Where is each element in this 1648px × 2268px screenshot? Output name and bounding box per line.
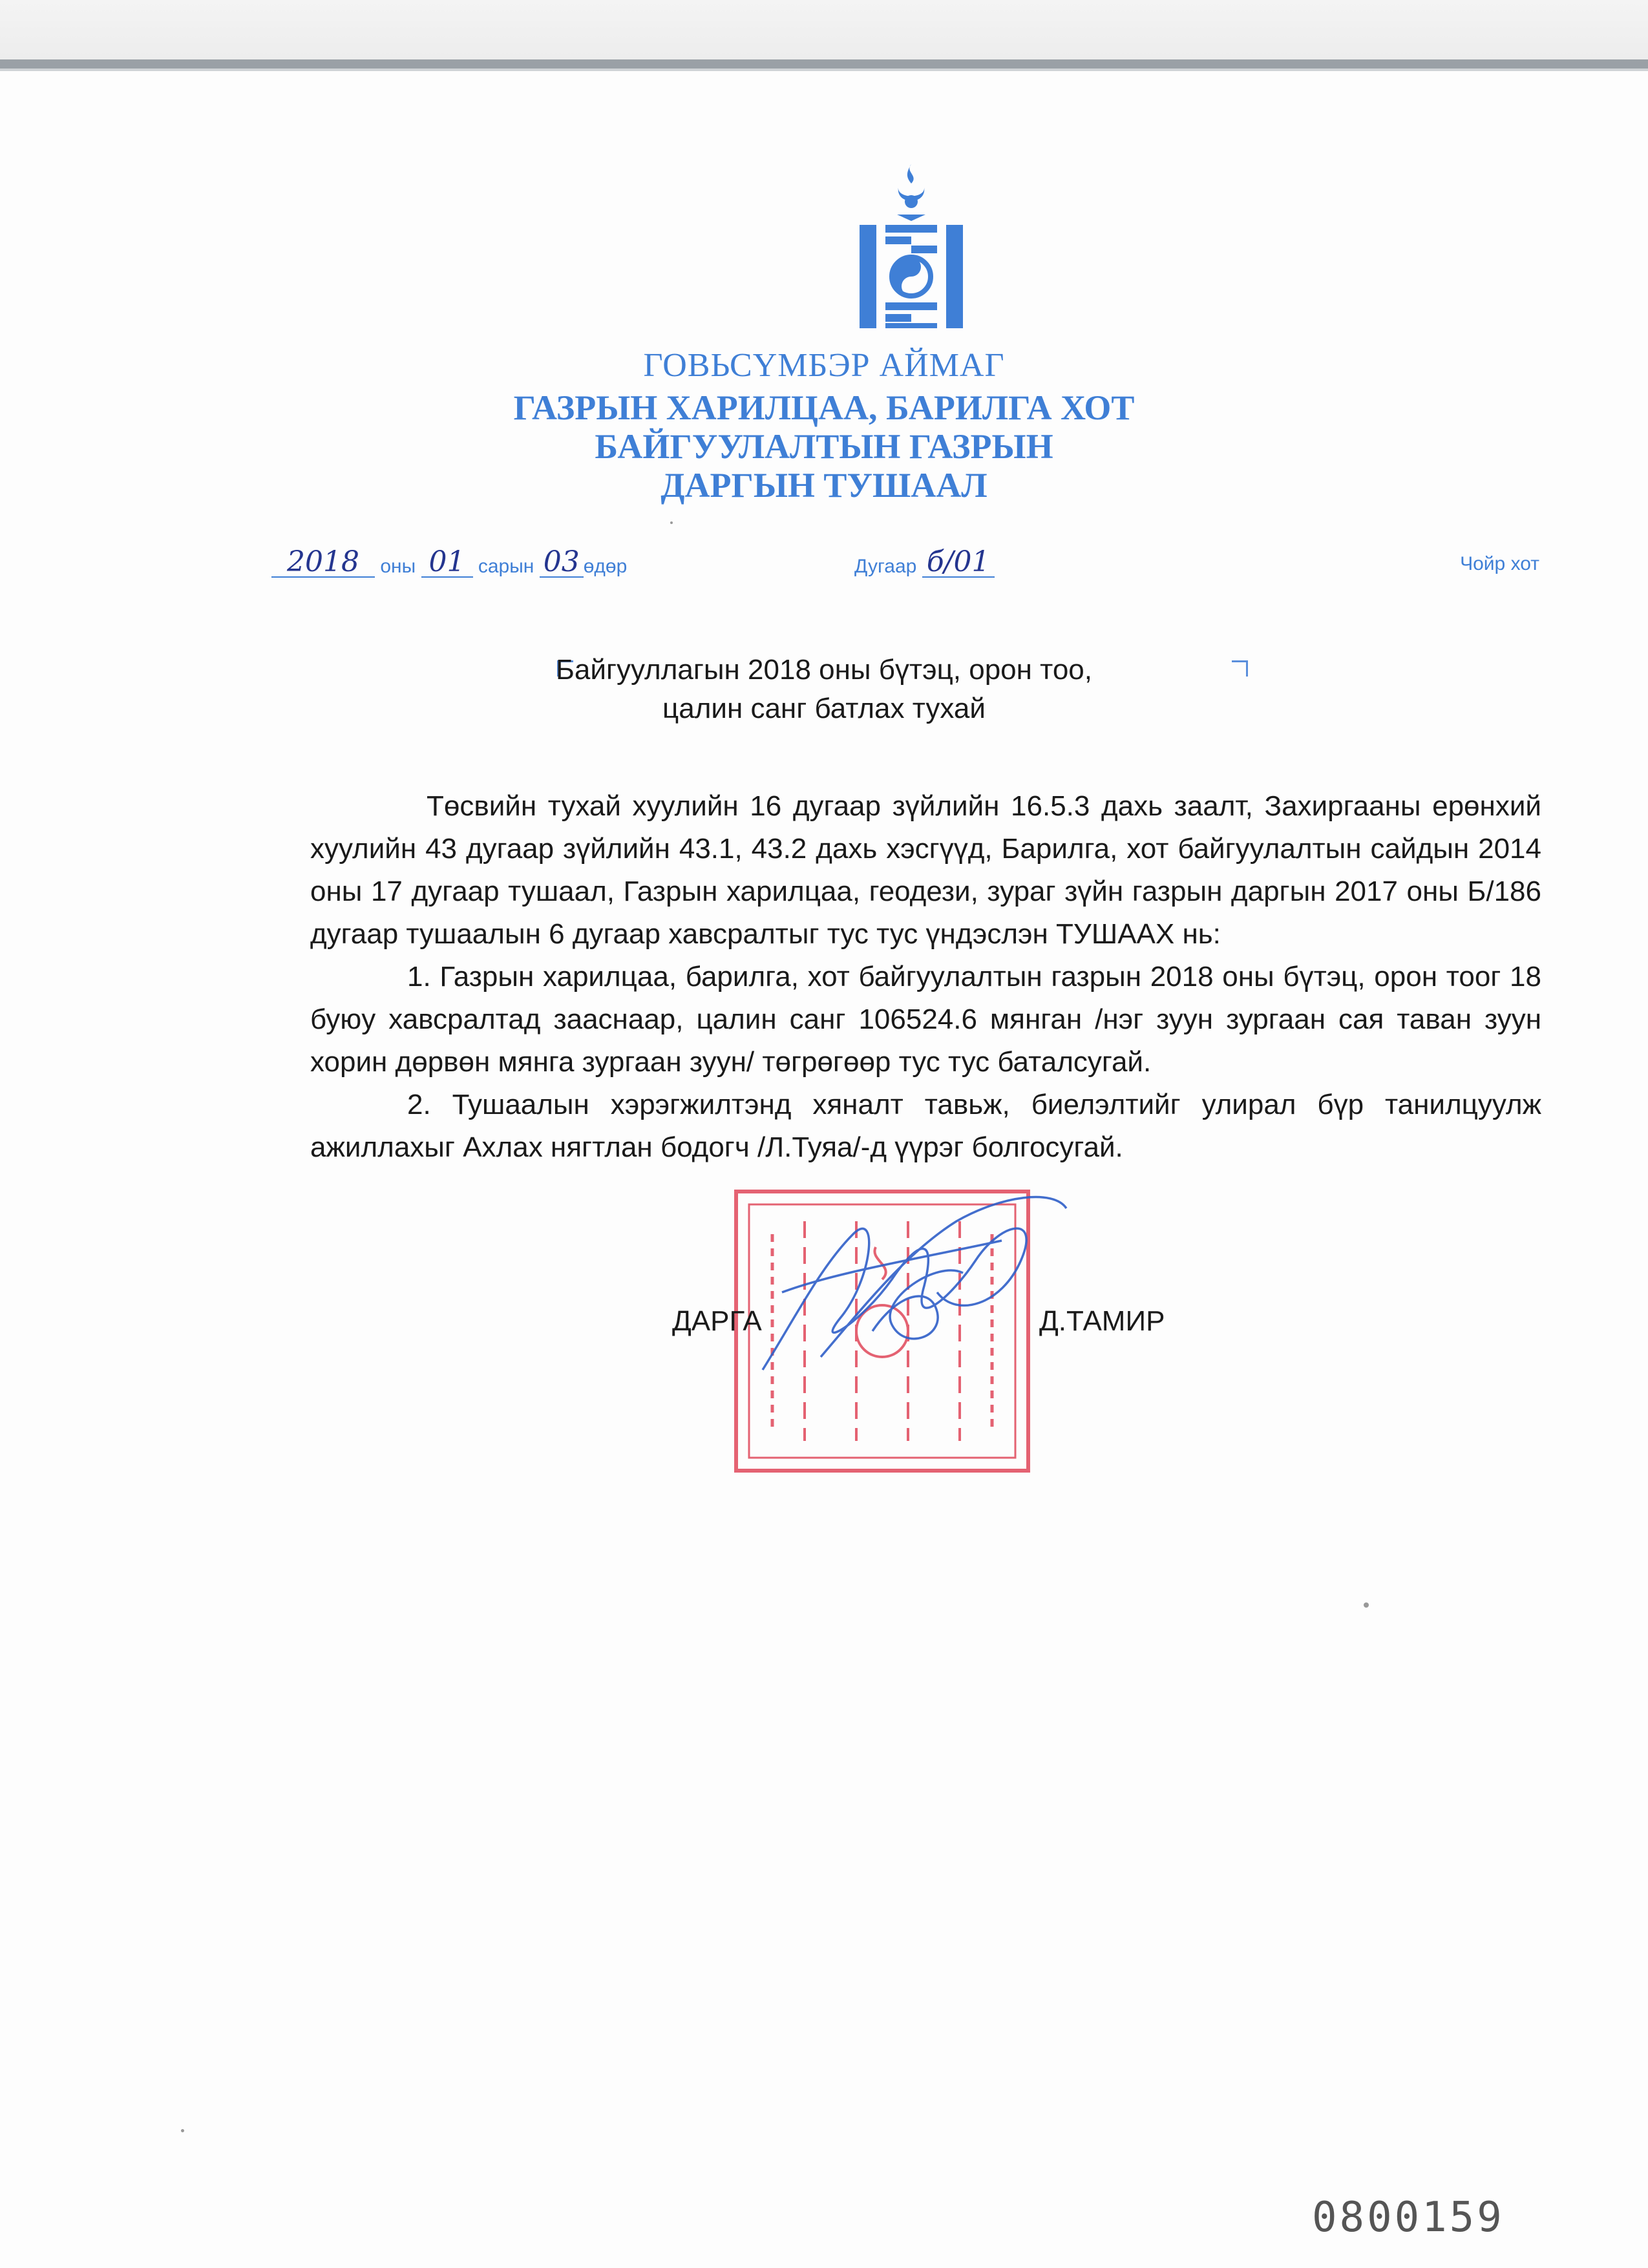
agency-name-line2: БАЙГУУЛАЛТЫН ГАЗРЫН [595,427,1053,466]
document-type: ДАРГЫН ТУШААЛ [660,466,988,505]
date-line [271,545,628,578]
handwritten-signature [743,1163,1079,1409]
agency-name-line1: ГАЗРЫН ХАРИЛЦАА, БАРИЛГА ХОТ [513,388,1135,427]
document-serial-number: 0800159 [1312,2194,1505,2242]
order-body [310,785,1541,1169]
scan-edge-line [0,59,1648,68]
date-month: 01 [421,548,473,578]
date-month-suffix: сарын [478,556,534,577]
date-year: 2018 [271,548,375,578]
order-number-label: Дугаар [854,556,917,577]
signatory-name: Д.ТАМИР [1039,1305,1165,1337]
city-name: Чойр хот [1460,553,1539,574]
order-preamble: Төсвийн тухай хуулийн 16 дугаар зүйлийн 16.5.3 дахь заалт, Захиргааны ерөнхий хуулийн 43 дугаар зүйлийн 43.1, 43.2 дахь хэсгүүд, Барилга, хот байгуулалтын сайдын 2014 оны 17 дугаар тушаал, Газрын харилцаа, геодези, зураг зүйн газрын даргын 2017 оны Б/186 дугаар тушаалын 6 дугаар хавсралтыг тус тус үндэслэн ТУШААХ нь: [310,790,1541,950]
scan-speck [1364,1602,1369,1608]
scan-speck [670,521,673,524]
subject-line2: цалин санг батлах тухай [662,693,986,724]
order-item-1: 1. Газрын харилцаа, барилга, хот байгуулалтын газрын 2018 оны бүтэц, орон тоог 18 буюу хавсралтад зааснаар, цалин санг 106524.6 мянган /нэг зуун зургаан сая таван зуун хорин дөрвөн мянга зургаан зуун/ төгрөгөөр тус тус баталсугай. [310,961,1541,1078]
scan-edge-line-light [0,68,1648,71]
date-year-suffix: оны [380,556,416,577]
order-number: б/01 [922,548,995,578]
date-day-suffix: өдөр [583,556,628,577]
order-number-line [854,545,995,578]
date-day: 03 [540,548,584,578]
subject-line1: Байгууллагын 2018 оны бүтэц, орон тоо, [556,654,1092,686]
region-name: ГОВЬСҮМБЭР АЙМАГ [643,347,1005,384]
signatory-title: ДАРГА [672,1305,762,1337]
scan-edge [0,0,1648,65]
scan-speck [181,2129,184,2132]
order-item-2: 2. Тушаалын хэрэгжилтэнд хяналт тавьж, биелэлтийг улирал бүр танилцуулж ажиллахыг Ахлах нягтлан бодогч /Л.Туяа/-д үүрэг болгосугай. [310,1089,1541,1163]
soyombo-emblem-icon [860,162,963,330]
